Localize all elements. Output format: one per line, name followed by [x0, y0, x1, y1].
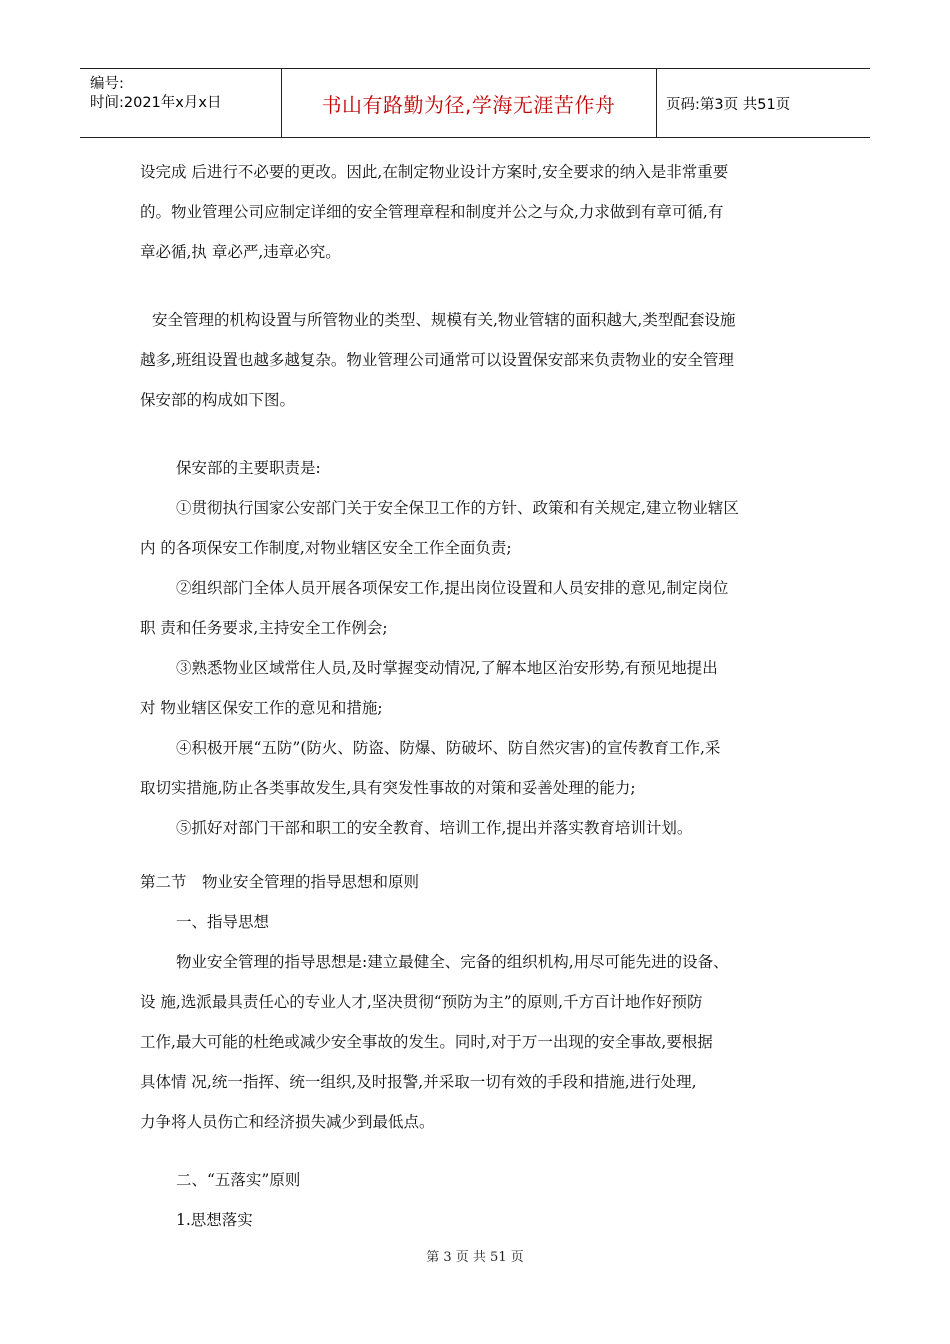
duty-line: 对 物业辖区保安工作的意见和措施;: [140, 699, 383, 717]
duties-section: [140, 448, 820, 848]
text-line: 的。物业管理公司应制定详细的安全管理章程和制度并公之与众,力求做到有章可循,有: [140, 203, 724, 221]
page-footer: 第 3 页 共 51 页: [426, 1250, 524, 1265]
text-line: 力争将人员伤亡和经济损失减少到最低点。: [140, 1113, 435, 1131]
document-time-label: 时间:2021年x月x日: [90, 95, 222, 111]
header-motto: 书山有路勤为径,学海无涯苦作舟: [321, 92, 616, 117]
header-page-number: 页码:第3页 共51页: [666, 96, 791, 113]
section-title: 第二节 物业安全管理的指导思想和原则: [140, 873, 420, 891]
section-two: [140, 862, 820, 1142]
text-line: 物业安全管理的指导思想是:建立最健全、完备的组织机构,用尽可能先进的设备、: [176, 953, 729, 971]
text-line: 安全管理的机构设置与所管物业的类型、规模有关,物业管辖的面积越大,类型配套设施: [152, 311, 736, 329]
duties-intro: 保安部的主要职责是:: [176, 459, 321, 477]
header-meta: [90, 75, 221, 113]
duty-line: ④积极开展“五防”(防火、防盗、防爆、防破坏、防自然灾害)的宣传教育工作,采: [176, 739, 721, 757]
duty-line: ①贯彻执行国家公安部门关于安全保卫工作的方针、政策和有关规定,建立物业辖区: [176, 499, 739, 517]
paragraph-design-requirements: [140, 152, 820, 272]
text-line: 越多,班组设置也越多越复杂。物业管理公司通常可以设置保安部来负责物业的安全管理: [140, 351, 734, 369]
text-line: 保安部的构成如下图。: [140, 391, 296, 409]
header-divider: [656, 69, 657, 137]
text-line: 设完成 后进行不必要的更改。因此,在制定物业设计方案时,安全要求的纳入是非常重要: [140, 163, 729, 181]
page-header: [80, 68, 870, 138]
duty-line: ③熟悉物业区域常住人员,及时掌握变动情况,了解本地区治安形势,有预见地提出: [176, 659, 718, 677]
text-line: 工作,最大可能的杜绝或减少安全事故的发生。同时,对于万一出现的安全事故,要根据: [140, 1033, 713, 1051]
text-line: 设 施,选派最具责任心的专业人才,坚决贯彻“预防为主”的原则,千方百计地作好预防: [140, 993, 703, 1011]
text-line: 章必循,执 章必严,违章必究。: [140, 243, 341, 261]
list-item: 1.思想落实: [176, 1211, 253, 1229]
duty-line: 职 责和任务要求,主持安全工作例会;: [140, 619, 388, 637]
document-number-label: 编号:: [90, 76, 124, 92]
five-implementation-section: [140, 1160, 820, 1240]
subsection-title: 二、“五落实”原则: [176, 1171, 301, 1189]
duty-line: 取切实措施,防止各类事故发生,具有突发性事故的对策和妥善处理的能力;: [140, 779, 636, 797]
duty-line: ②组织部门全体人员开展各项保安工作,提出岗位设置和人员安排的意见,制定岗位: [176, 579, 729, 597]
subsection-title: 一、指导思想: [176, 913, 270, 931]
duty-line: 内 的各项保安工作制度,对物业辖区安全工作全面负责;: [140, 539, 512, 557]
paragraph-organization: [140, 300, 820, 420]
duty-line: ⑤抓好对部门干部和职工的安全教育、培训工作,提出并落实教育培训计划。: [176, 819, 693, 837]
text-line: 具体情 况,统一指挥、统一组织,及时报警,并采取一切有效的手段和措施,进行处理,: [140, 1073, 697, 1091]
